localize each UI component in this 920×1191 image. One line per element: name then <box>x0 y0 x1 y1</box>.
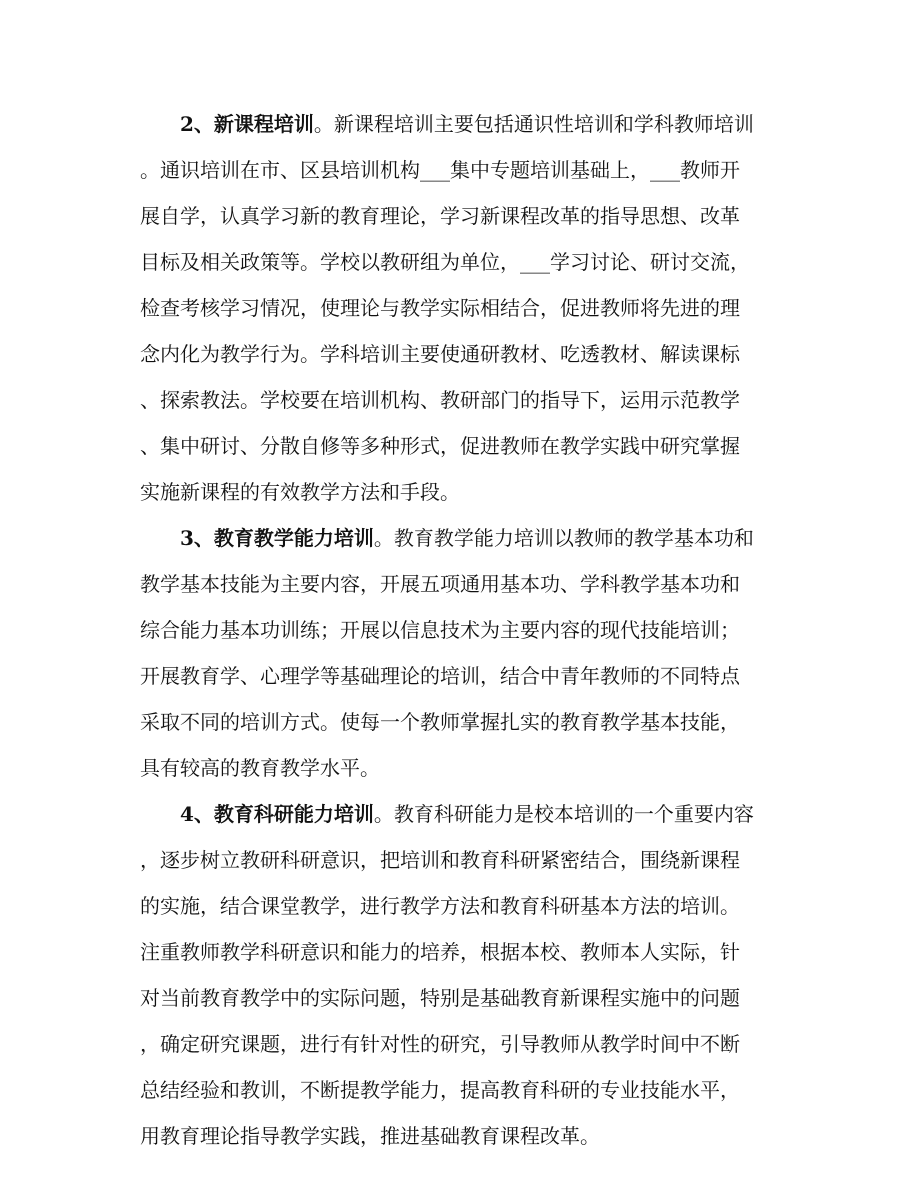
paragraph-first-line <box>140 515 785 561</box>
paragraph-line: 注重教师教学科研意识和能力的培养，根据本校、教师本人实际，针 <box>140 940 740 964</box>
paragraph-first-line <box>140 791 785 837</box>
paragraph-line: 。通识培训在市、区县培训机构___集中专题培训基础上，___教师开 <box>140 158 740 182</box>
paragraph-line: 对当前教育教学中的实际问题，特别是基础教育新课程实施中的问题 <box>140 986 740 1010</box>
paragraph-line: ，确定研究课题，进行有针对性的研究，引导教师从教学时间中不断 <box>140 1032 740 1056</box>
document-page <box>140 101 785 1159</box>
paragraph-line: 展自学，认真学习新的教育理论，学习新课程改革的指导思想、改革 <box>140 204 740 228</box>
paragraph-line: 的实施，结合课堂教学，进行教学方法和教育科研基本方法的培训。 <box>140 894 740 918</box>
paragraph-line: 、集中研讨、分散自修等多种形式，促进教师在教学实践中研究掌握 <box>140 434 740 458</box>
paragraph-line: 目标及相关政策等。学校以教研组为单位，___学习讨论、研讨交流， <box>140 250 750 274</box>
paragraph-line: 具有较高的教育教学水平。 <box>140 756 380 780</box>
paragraph-line: 教学基本技能为主要内容，开展五项通用基本功、学科教学基本功和 <box>140 572 740 596</box>
paragraph-line: 念内化为教学行为。学科培训主要使通研教材、吃透教材、解读课标 <box>140 342 740 366</box>
paragraph-text: 。教育教学能力培训以教师的教学基本功和 <box>373 526 754 550</box>
paragraph-first-line <box>140 101 785 147</box>
paragraph-line: 检查考核学习情况，使理论与教学实际相结合，促进教师将先进的理 <box>140 296 740 320</box>
paragraph-line: 综合能力基本功训练；开展以信息技术为主要内容的现代技能培训； <box>140 618 740 642</box>
paragraph-line: 实施新课程的有效教学方法和手段。 <box>140 480 460 504</box>
paragraph-new-curriculum-training <box>140 101 785 515</box>
paragraph-line: 、探索教法。学校要在培训机构、教研部门的指导下，运用示范教学 <box>140 388 740 412</box>
paragraph-research-ability-training <box>140 791 785 1159</box>
paragraph-text: 。教育科研能力是校本培训的一个重要内容 <box>373 802 754 826</box>
paragraph-line: 开展教育学、心理学等基础理论的培训，结合中青年教师的不同特点 <box>140 664 740 688</box>
paragraph-line: 总结经验和教训，不断提教学能力，提高教育科研的专业技能水平， <box>140 1078 740 1102</box>
paragraph-heading: 3、教育教学能力培训 <box>180 526 374 550</box>
paragraph-text: 。新课程培训主要包括通识性培训和学科教师培训 <box>313 112 754 136</box>
paragraph-line: 用教育理论指导教学实践，推进基础教育课程改革。 <box>140 1124 600 1148</box>
paragraph-heading: 4、教育科研能力培训 <box>180 802 374 826</box>
paragraph-heading: 2、新课程培训 <box>180 112 314 136</box>
paragraph-line: 采取不同的培训方式。使每一个教师掌握扎实的教育教学基本技能， <box>140 710 740 734</box>
paragraph-line: ，逐步树立教研科研意识，把培训和教育科研紧密结合，围绕新课程 <box>140 848 740 872</box>
paragraph-teaching-ability-training <box>140 515 785 791</box>
